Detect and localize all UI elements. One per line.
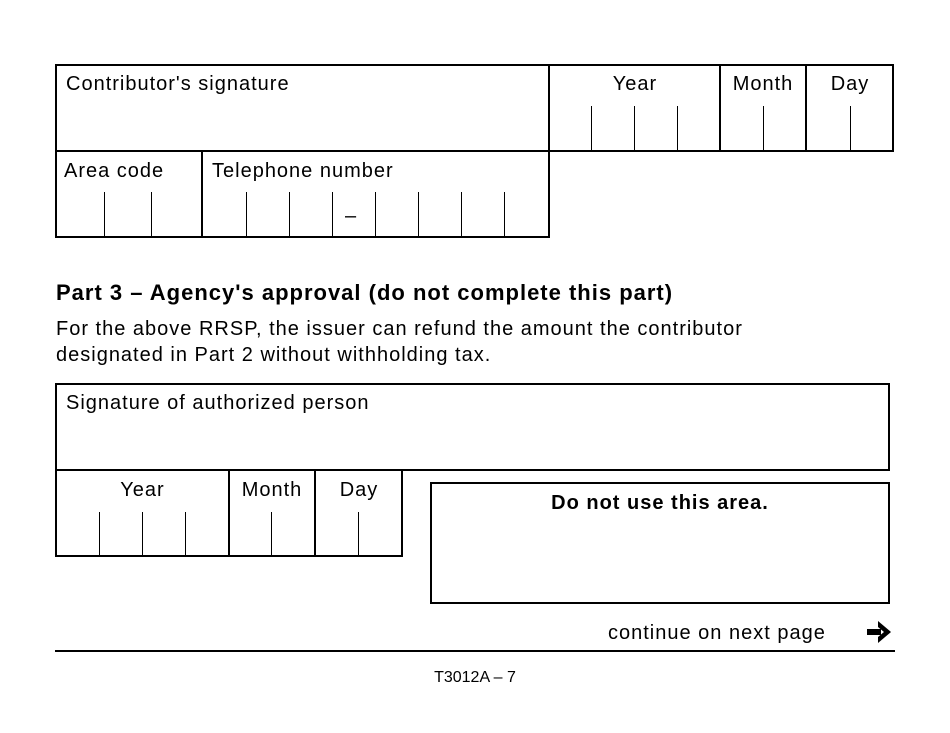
phone-dash: – <box>345 205 358 227</box>
authorized-signature-label: Signature of authorized person <box>66 392 370 414</box>
area-code-label: Area code <box>64 160 165 182</box>
footer-rule <box>55 650 895 652</box>
continue-label: continue on next page <box>608 622 826 644</box>
approval-month-label: Month <box>241 479 303 501</box>
part3-heading: Part 3 – Agency's approval (do not complete this part) <box>56 280 674 305</box>
arrow-right-icon <box>866 620 892 644</box>
contributor-year-label: Year <box>612 73 658 95</box>
approval-year-label: Year <box>120 479 165 501</box>
contributor-day-label: Day <box>830 73 870 95</box>
telephone-label: Telephone number <box>212 160 394 182</box>
contributor-signature-label: Contributor's signature <box>66 73 290 95</box>
part3-description-line2: designated in Part 2 without withholding tax. <box>56 344 492 366</box>
approval-day-label: Day <box>339 479 379 501</box>
form-id: T3012A – 7 <box>434 669 516 686</box>
reserved-area-label: Do not use this area. <box>551 492 769 514</box>
contributor-month-label: Month <box>732 73 794 95</box>
part3-description-line1: For the above RRSP, the issuer can refund the amount the contributor <box>56 318 743 340</box>
